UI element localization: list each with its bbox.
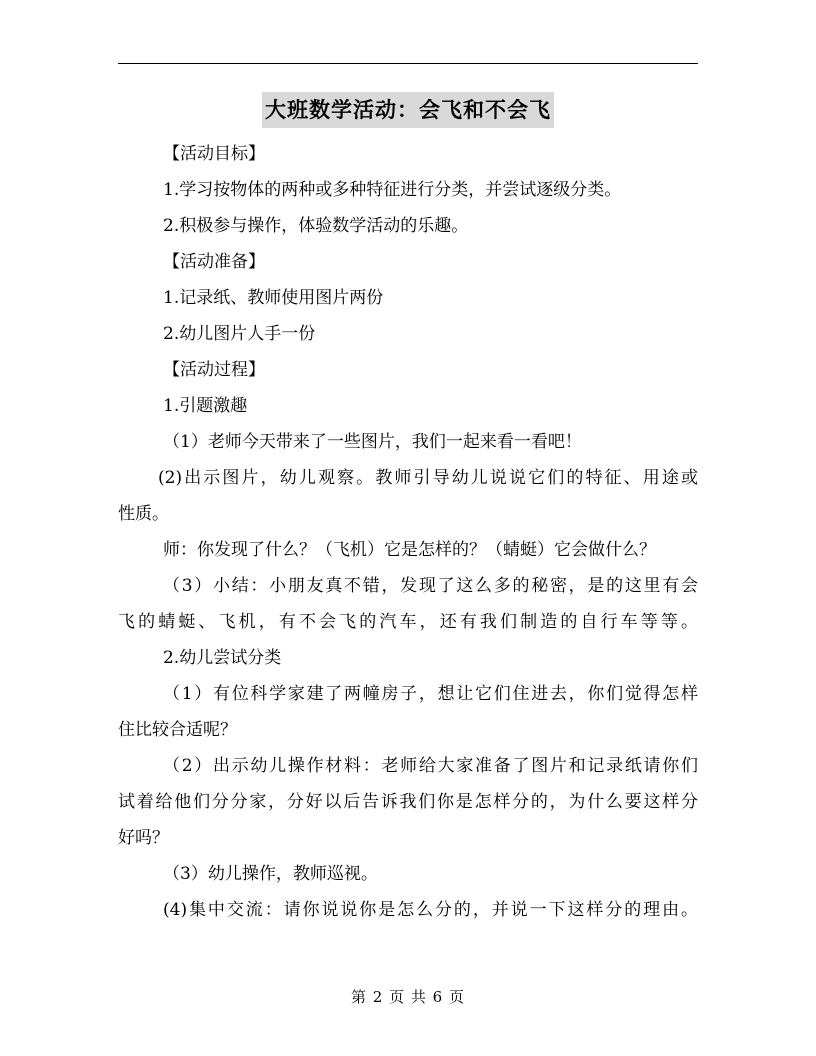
paragraph-line: 1.引题激趣 (163, 396, 248, 416)
paragraph-line: (2)出示图片，幼儿观察。教师引导幼儿说说它们的特征、用途或 (158, 468, 698, 488)
paragraph-line: 试着给他们分分家，分好以后告诉我们你是怎样分的，为什么要这样分 (118, 792, 698, 812)
paragraph-line: 2.幼儿尝试分类 (163, 648, 282, 668)
section-heading: 【活动准备】 (163, 252, 265, 272)
paragraph-line: 性质。 (118, 504, 169, 524)
section-heading: 【活动目标】 (163, 144, 265, 164)
paragraph-line: 2.积极参与操作，体验数学活动的乐趣。 (163, 216, 469, 236)
section-heading: 【活动过程】 (163, 360, 265, 380)
paragraph-line: 飞的蜻蜓、飞机，有不会飞的汽车，还有我们制造的自行车等等。 (118, 612, 698, 632)
paragraph-line: （3）幼儿操作，教师巡视。 (163, 864, 378, 884)
paragraph-line: 2.幼儿图片人手一份 (163, 324, 316, 344)
paragraph-line: 师：你发现了什么？（飞机）它是怎样的？（蜻蜓）它会做什么？ (163, 540, 656, 560)
document-body (118, 136, 698, 928)
paragraph-line: 1.学习按物体的两种或多种特征进行分类，并尝试逐级分类。 (163, 180, 622, 200)
title-wrap (0, 92, 816, 128)
page-number-footer: 第 2 页 共 6 页 (351, 988, 465, 1006)
paragraph-line: 住比较合适呢？ (118, 720, 237, 740)
paragraph-line: 1.记录纸、教师使用图片两份 (163, 288, 384, 308)
paragraph-line: （3）小结：小朋友真不错，发现了这么多的秘密，是的这里有会 (163, 576, 698, 596)
header-rule (118, 63, 698, 64)
paragraph-line: （1）老师今天带来了一些图片，我们一起来看一看吧！ (163, 432, 582, 452)
paragraph-line: （1）有位科学家建了两幢房子，想让它们住进去，你们觉得怎样 (163, 684, 698, 704)
document-title: 大班数学活动：会飞和不会飞 (262, 92, 554, 128)
paragraph-line: （2）出示幼儿操作材料：老师给大家准备了图片和记录纸请你们 (163, 756, 698, 776)
paragraph-line: 好吗？ (118, 828, 169, 848)
paragraph-line: (4)集中交流：请你说说你是怎么分的，并说一下这样分的理由。 (163, 900, 698, 920)
